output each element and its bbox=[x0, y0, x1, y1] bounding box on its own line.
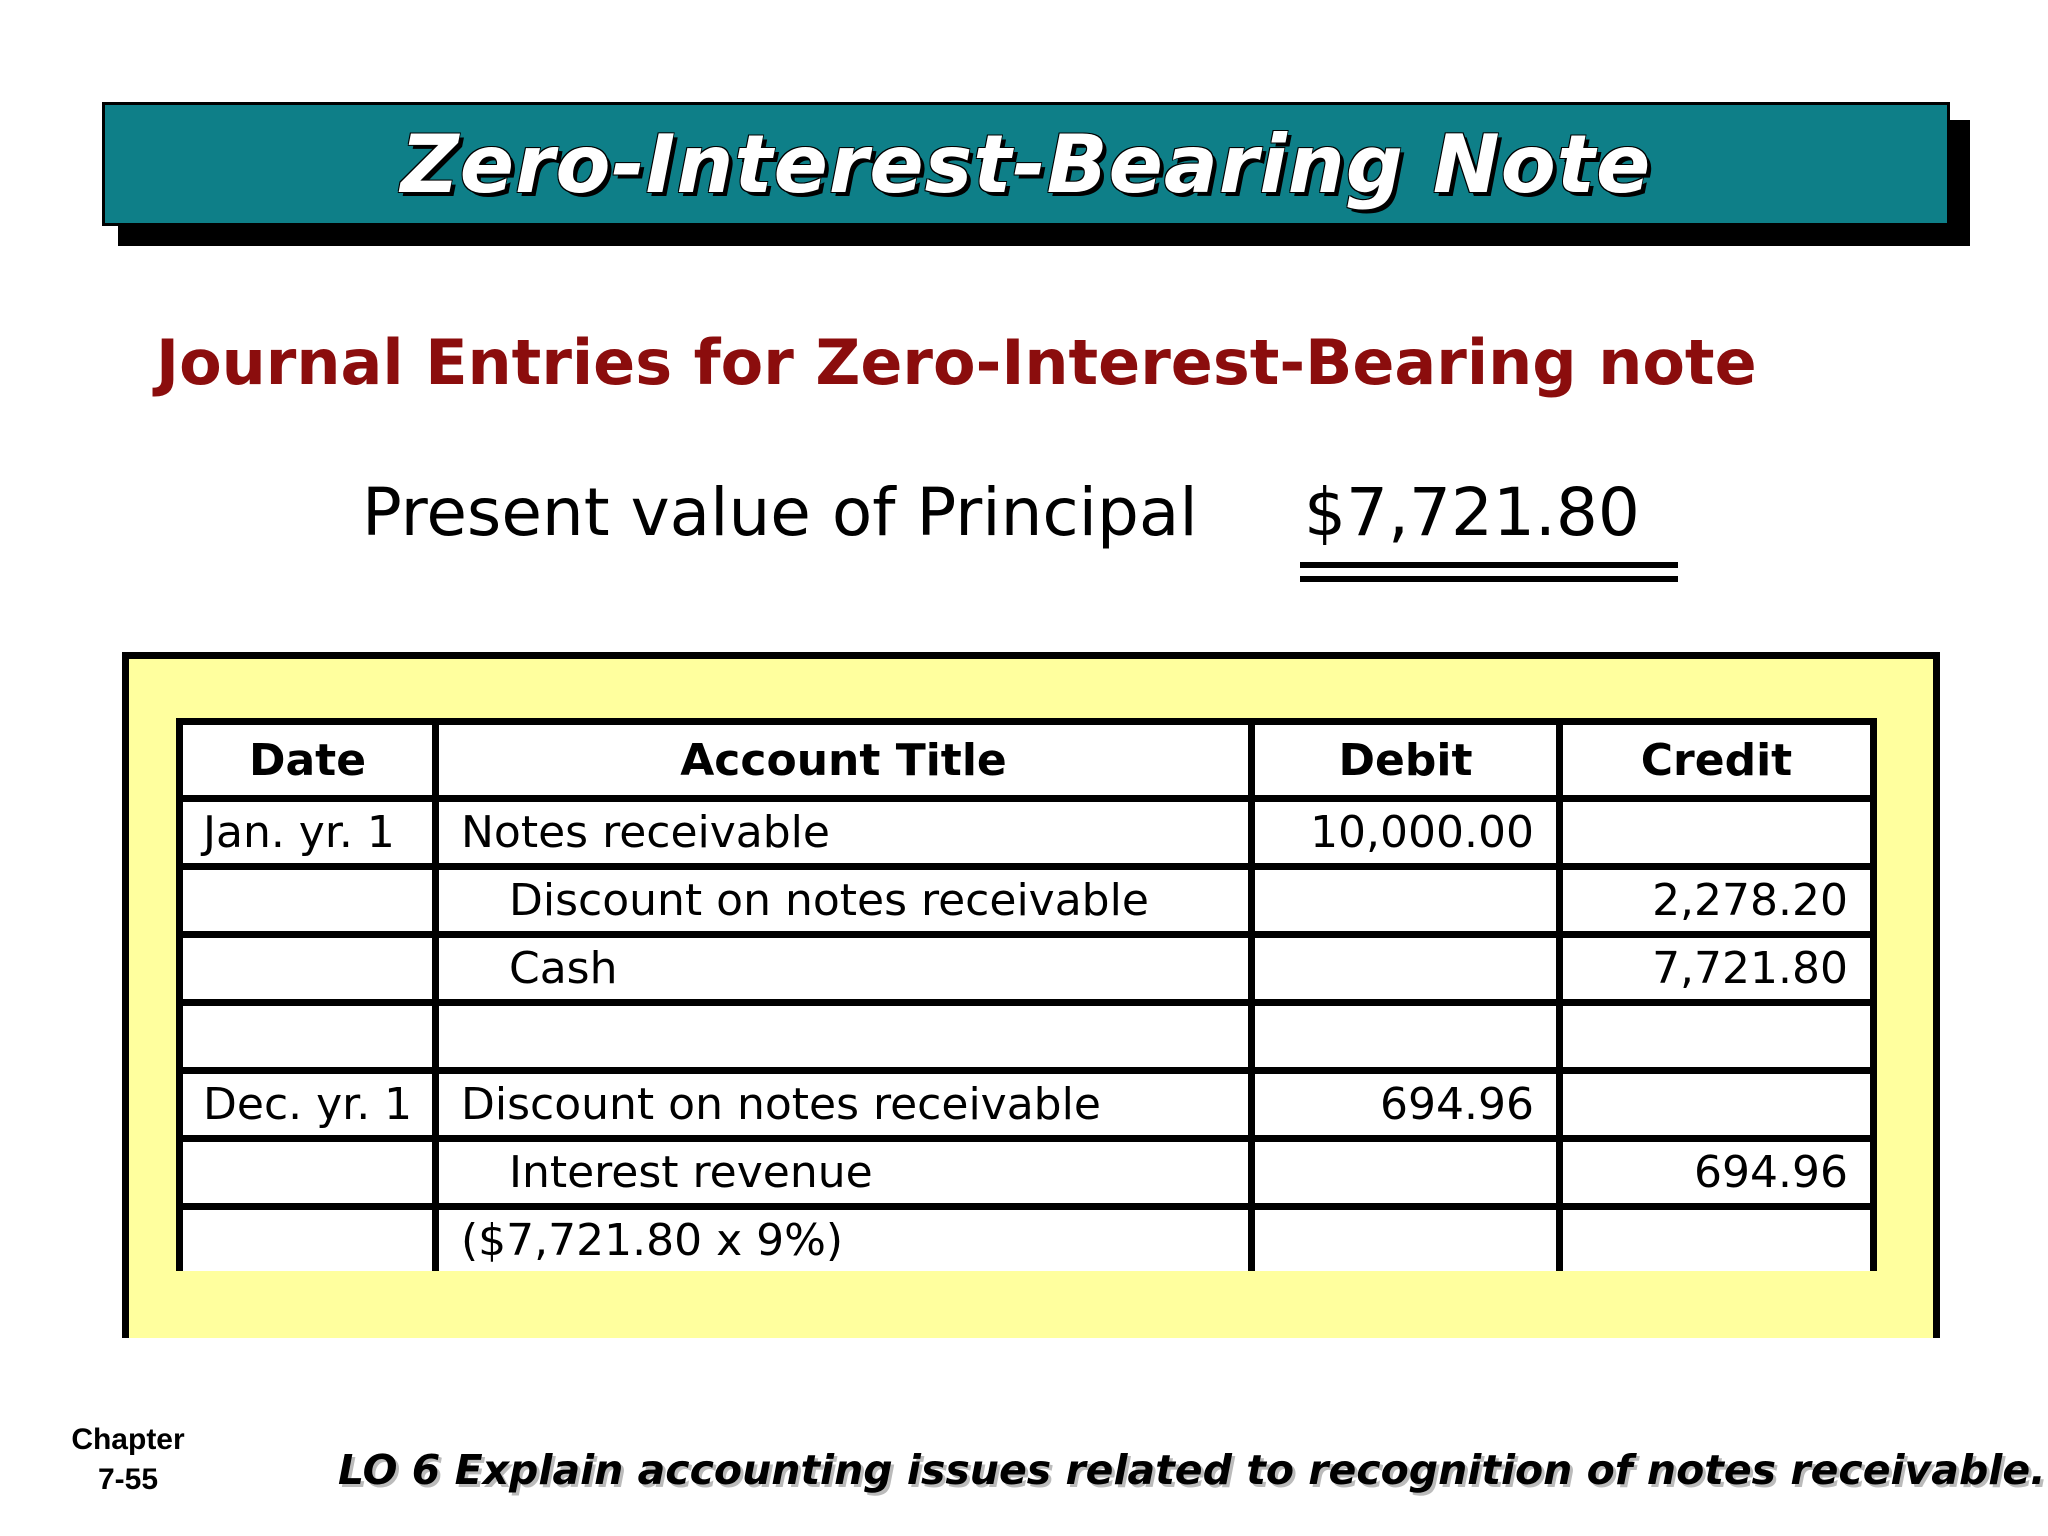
chapter-word: Chapter bbox=[71, 1423, 185, 1456]
slide-title: Zero-Interest-Bearing Note bbox=[400, 117, 1652, 211]
table-row bbox=[180, 935, 1874, 1003]
table-row bbox=[180, 867, 1874, 935]
row-debit: 694.96 bbox=[1252, 1071, 1560, 1139]
row-debit bbox=[1252, 867, 1560, 935]
row-debit: 10,000.00 bbox=[1252, 799, 1560, 867]
row-account: Discount on notes receivable bbox=[436, 867, 1252, 935]
row-date: Dec. yr. 1 bbox=[180, 1071, 436, 1139]
row-credit bbox=[1560, 1003, 1874, 1071]
row-account: ($7,721.80 x 9%) bbox=[436, 1207, 1252, 1272]
chapter-label bbox=[62, 1420, 194, 1500]
row-date bbox=[180, 1207, 436, 1272]
table-row bbox=[180, 1003, 1874, 1071]
table-row bbox=[180, 1071, 1874, 1139]
row-credit bbox=[1560, 1207, 1874, 1272]
row-account: Notes receivable bbox=[436, 799, 1252, 867]
row-account: Cash bbox=[436, 935, 1252, 1003]
row-debit bbox=[1252, 935, 1560, 1003]
table-row bbox=[180, 799, 1874, 867]
row-credit: 694.96 bbox=[1560, 1139, 1874, 1207]
present-value-label: Present value of Principal bbox=[362, 474, 1198, 551]
slide-subtitle: Journal Entries for Zero-Interest-Bearing note bbox=[156, 326, 1757, 399]
header-account-title: Account Title bbox=[436, 722, 1252, 799]
learning-objective: LO 6 Explain accounting issues related to recognition of notes receivable. bbox=[338, 1446, 2046, 1494]
row-credit bbox=[1560, 1071, 1874, 1139]
present-value-amount: $7,721.80 bbox=[1304, 474, 1640, 551]
header-debit: Debit bbox=[1252, 722, 1560, 799]
journal-table bbox=[176, 718, 1877, 1271]
table-row bbox=[180, 1139, 1874, 1207]
table-row bbox=[180, 1207, 1874, 1272]
row-debit bbox=[1252, 1003, 1560, 1071]
title-banner bbox=[102, 102, 1950, 226]
row-account bbox=[436, 1003, 1252, 1071]
header-credit: Credit bbox=[1560, 722, 1874, 799]
page-number: 7-55 bbox=[97, 1463, 159, 1496]
double-underline bbox=[1300, 562, 1678, 582]
row-debit bbox=[1252, 1139, 1560, 1207]
row-credit bbox=[1560, 799, 1874, 867]
row-date bbox=[180, 935, 436, 1003]
row-date bbox=[180, 1139, 436, 1207]
journal-header-row bbox=[180, 722, 1874, 799]
row-date bbox=[180, 1003, 436, 1071]
header-date: Date bbox=[180, 722, 436, 799]
row-account: Discount on notes receivable bbox=[436, 1071, 1252, 1139]
row-date bbox=[180, 867, 436, 935]
row-debit bbox=[1252, 1207, 1560, 1272]
row-credit: 7,721.80 bbox=[1560, 935, 1874, 1003]
row-account: Interest revenue bbox=[436, 1139, 1252, 1207]
row-date: Jan. yr. 1 bbox=[180, 799, 436, 867]
row-credit: 2,278.20 bbox=[1560, 867, 1874, 935]
